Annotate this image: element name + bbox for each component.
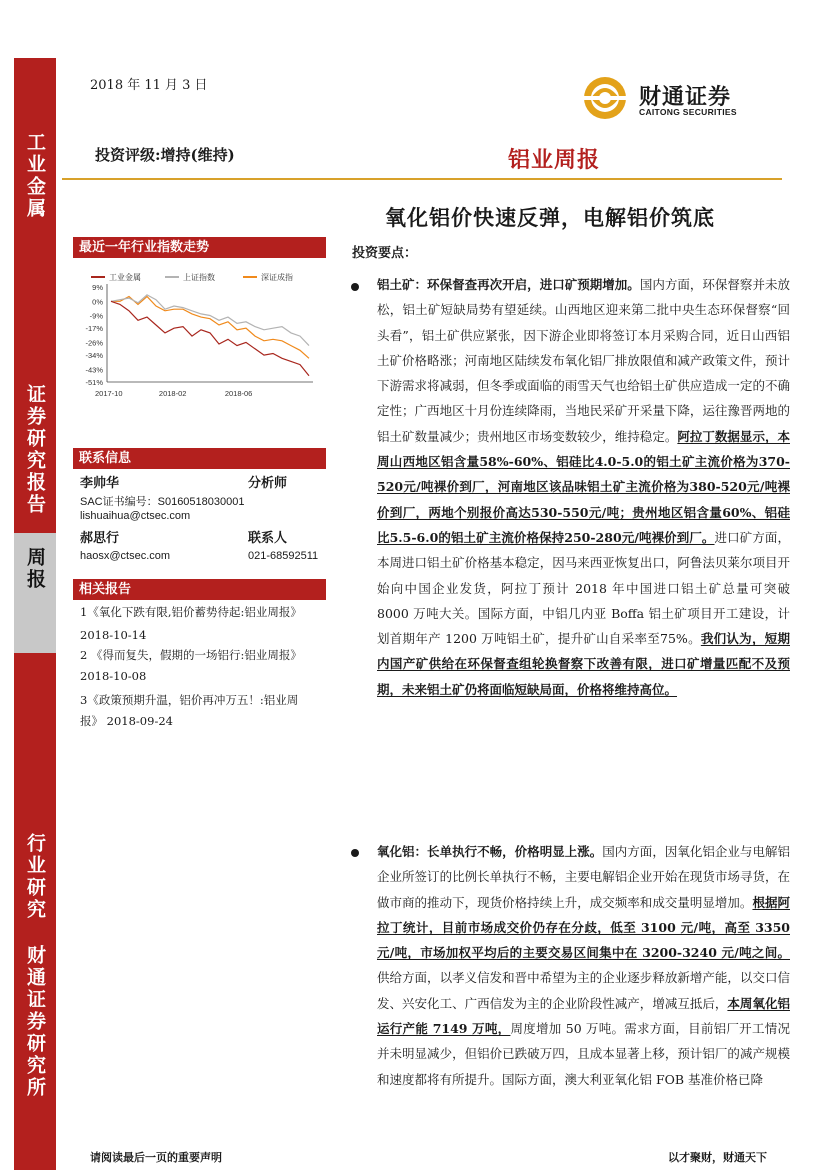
sac-number: SAC证书编号：S0160518030001 — [80, 496, 245, 508]
sidebar — [14, 58, 56, 1170]
header-divider — [62, 178, 782, 180]
point-alumina-text-d: 本周氧化铝运行产能 7149 万吨， — [377, 995, 790, 1037]
report-type: 铝业周报 — [508, 147, 601, 173]
y-tick-label: 9% — [92, 283, 103, 292]
sidebar-dept: 证券研究报告 — [24, 384, 46, 516]
related-item-date: 2018-10-08 — [80, 669, 147, 683]
legend-label: 上证指数 — [183, 273, 215, 282]
index-chart-svg — [73, 262, 326, 432]
page-title: 氧化铝价快速反弹，电解铝价筑底 — [385, 205, 715, 230]
point-bauxite-head: 铝土矿：环保督查再次开启，进口矿预期增加。 — [377, 277, 640, 292]
y-tick-label: -26% — [85, 338, 103, 348]
sidebar-org2: 财通证券研究所 — [24, 945, 46, 1099]
y-tick-label: 0% — [92, 297, 103, 307]
company-logo — [577, 74, 767, 122]
contact-section-label: 联系信息 — [79, 451, 132, 466]
legend-label: 工业金属 — [109, 273, 141, 282]
analyst-email[interactable]: lishuaihua@ctsec.com — [80, 510, 191, 522]
related-list — [80, 602, 330, 731]
point-alumina-head: 氧化铝：长单执行不畅，价格明显上涨。 — [377, 844, 603, 859]
related-item-date: 报》 2018-09-24 — [80, 714, 173, 728]
point-bauxite-text-b: 阿拉丁数据显示，本周山西地区铝含量58%-60%、铝硅比4.0-5.0的铝土矿主流价格为370-520元/吨裸价到厂，河南地区该品味铝土矿主流价格为380-520元/吨裸价到厂，两地个别报价高达530-550元/吨；贵州地区铝含量60%、铝硅比5.5-6.0的铝土矿主流价格保持250-280元/吨裸价到厂。 — [377, 428, 790, 545]
x-tick-label: 2017-10 — [95, 389, 123, 398]
point-bauxite-text-c: 进口矿方面，本周进口铝土矿价格基本稳定，因马来西亚恢复出口，阿鲁法贝莱尔项目开始向中国企业发货，阿拉丁预计 2018 年中国进口铝土矿总量可突破 8000 万吨大关。国际方面，中铝几内亚 Boffa 铝土矿项目开工建设，计划首期年产 1200 万吨铝土矿，提升矿山自采率至75%。 — [377, 529, 790, 647]
point-alumina-text-a: 国内方面，因氧化铝企业与电解铝企业所签订的比例长单执行不畅，主要电解铝企业开始在现货市场寻货，在做市商的推动下，现货价格持续上升，成交频率和成交量明显增加。 — [377, 844, 790, 910]
analyst-role: 分析师 — [248, 476, 288, 491]
sidebar-type: 周报 — [24, 547, 46, 591]
related-item-title: 2 《得而复失，假期的一场铝行:铝业周报》 — [80, 648, 302, 662]
sidebar-industry: 工业金属 — [24, 132, 46, 220]
y-tick-label: -9% — [89, 311, 103, 321]
point-alumina-text-c: 供给方面，以孝义信发和晋中希望为主的企业逐步释放新增产能，以交口信发、兴安化工、广西信发为主的企业阶段性减产，增减互抵后， — [377, 970, 790, 1011]
contact-name: 郝思行 — [80, 531, 120, 546]
related-item-date: 2018-10-14 — [80, 628, 147, 642]
point-alumina-text-e: 周度增加 50 万吨。需求方面，目前铝厂开工情况并未明显减少，但铝价已跌破万四，且成本显著上移，预计铝厂的减产规模和速度都将有所提升。国际方面，澳大利亚氧化铝 FOB 基准价格已降 — [377, 1021, 790, 1087]
bullet-icon — [351, 849, 359, 857]
related-item-1[interactable] — [80, 602, 330, 645]
contact-email[interactable]: haosx@ctsec.com — [80, 550, 171, 562]
related-section-title — [73, 579, 326, 600]
logo-text-cn: 财通证券 — [639, 84, 732, 110]
related-item-2[interactable] — [80, 645, 330, 686]
chart-section-label: 最近一年行业指数走势 — [79, 240, 210, 255]
bullet-icon — [351, 283, 359, 291]
y-tick-label: -43% — [85, 365, 103, 375]
sidebar-bottom-block — [14, 653, 56, 1170]
related-item-title: 1《氧化下跌有限,铝价蓄势待起:铝业周报》 — [80, 605, 302, 619]
related-item-3[interactable] — [80, 690, 330, 731]
logo-icon — [577, 74, 633, 122]
x-tick-label: 2018-06 — [224, 389, 253, 398]
point-bauxite-text-d: 我们认为，短期内国产矿供给在环保督查组轮换督察下改善有限，进口矿增量匹配不及预期，未来铝土矿仍将面临短缺局面，价格将维持高位。 — [377, 631, 790, 697]
sidebar-top-block — [14, 58, 56, 533]
key-points-label: 投资要点： — [352, 246, 418, 261]
point-alumina — [377, 839, 790, 1092]
footer-disclaimer: 请阅读最后一页的重要声明 — [90, 1151, 222, 1164]
analyst-name: 李帅华 — [80, 476, 120, 491]
investment-rating: 投资评级:增持(维持) — [95, 146, 235, 164]
y-tick-label: -51% — [85, 378, 103, 387]
report-date: 2018 年 11 月 3 日 — [90, 78, 208, 93]
contact-role: 联系人 — [248, 531, 288, 546]
legend-label: 深证成指 — [261, 273, 293, 282]
chart-section-title — [73, 237, 326, 258]
y-tick-label: -34% — [85, 351, 103, 361]
footer-slogan: 以才聚财，财通天下 — [668, 1151, 767, 1164]
y-tick-label: -17% — [85, 324, 103, 334]
contact-phone: 021-68592511 — [248, 550, 319, 562]
sidebar-type-block — [14, 533, 56, 653]
related-section-label: 相关报告 — [79, 582, 132, 597]
contact-section-title — [73, 448, 326, 469]
x-tick-label: 2018-02 — [158, 389, 187, 398]
sidebar-org: 行业研究 — [24, 833, 46, 921]
index-chart — [73, 262, 326, 432]
logo-text-en: CAITONG SECURITIES — [639, 107, 737, 117]
point-bauxite — [377, 272, 790, 702]
point-alumina-text-b: 根据阿拉丁统计，目前市场成交价仍存在分歧，低至 3100 元/吨，高至 3350 元/吨，市场加权平均后的主要交易区间集中在 3200-3240 元/吨之间。 — [377, 894, 790, 961]
series-line-1 — [111, 301, 309, 375]
related-item-title: 3《政策预期升温，铝价再冲万五！:铝业周 — [80, 693, 299, 707]
point-bauxite-text-a: 国内方面，环保督察并未放松，铝土矿短缺局势有望延续。山西地区迎来第二批中央生态环保督察“回头看”，铝土矿供应紧张，因下游企业即将签订本月采购合同，近日山西铝土矿价格略涨；河南地区陆续发布氧化铝厂排放限值和减产政策文件，预计下游需求将减弱，但冬季或面临的雨雪天气也给铝土矿供应造成一定的不确定性；广西地区十月份连续降雨，当地民采矿开采量下降，运往豫晋两地的铝土矿数量减少；贵州地区市场变数较少，维持稳定。 — [377, 277, 790, 444]
